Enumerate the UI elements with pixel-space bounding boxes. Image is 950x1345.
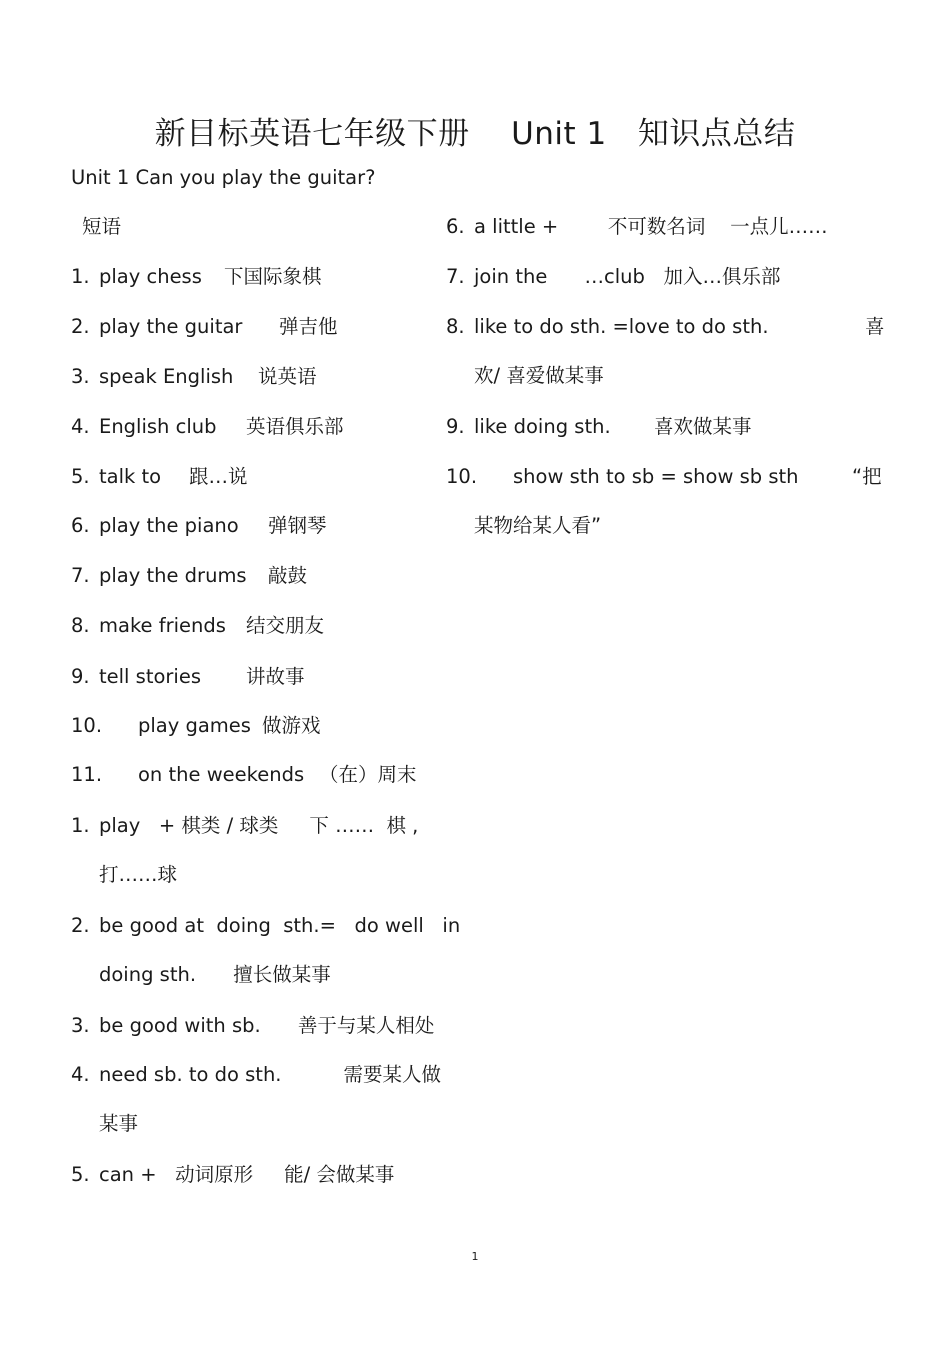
- item-number: 4.: [71, 1063, 90, 1086]
- phrase-english: tell stories: [99, 665, 202, 688]
- item-number: 5.: [71, 465, 90, 488]
- phrase-item: [71, 315, 338, 339]
- phrase-english: English club: [99, 415, 217, 438]
- item-number: 3.: [71, 1014, 90, 1037]
- usage-text: like to do sth. =love to do sth.: [474, 315, 769, 338]
- item-number: 6.: [71, 514, 90, 537]
- usage-continuation: doing sth. 擅长做某事: [99, 963, 331, 986]
- usage-text: be good with sb. 善于与某人相处: [99, 1014, 435, 1037]
- phrase-item: [71, 265, 322, 289]
- usage-continuation: 某物给某人看”: [474, 514, 602, 537]
- phrases-heading: 短语: [82, 215, 122, 238]
- phrase-chinese: （在）周末: [319, 763, 417, 786]
- phrase-chinese: 说英语: [258, 365, 317, 388]
- usage-item: [446, 465, 799, 489]
- item-number: 6.: [446, 215, 465, 238]
- phrase-item: [71, 465, 248, 489]
- usage-text: be good at doing sth.= do well in: [99, 914, 461, 937]
- usage-item: [71, 814, 419, 838]
- usage-continuation: 打……球: [99, 863, 178, 886]
- phrase-english: make friends: [99, 614, 226, 637]
- item-number: 7.: [71, 564, 90, 587]
- phrase-english: talk to: [99, 465, 162, 488]
- item-number: 9.: [71, 665, 90, 688]
- phrase-chinese: 做游戏: [262, 714, 321, 737]
- phrase-item: [71, 415, 344, 439]
- usage-item: [71, 1163, 395, 1187]
- page-number: 1: [471, 1250, 479, 1263]
- usage-text: play + 棋类 / 球类 下 …… 棋 ,: [99, 814, 419, 837]
- usage-continuation: 欢/ 喜爱做某事: [474, 364, 604, 387]
- phrase-item: [71, 514, 327, 538]
- item-number: 3.: [71, 365, 90, 388]
- phrase-chinese: 弹钢琴: [268, 514, 327, 537]
- item-number: 7.: [446, 265, 465, 288]
- phrase-item: [71, 665, 305, 689]
- usage-text: a little + 不可数名词 一点儿……: [474, 215, 828, 238]
- usage-item: [71, 1063, 441, 1087]
- phrase-english: on the weekends: [138, 763, 305, 786]
- usage-item: [71, 914, 461, 938]
- usage-text: show sth to sb = show sb sth: [513, 465, 799, 488]
- item-number: 8.: [446, 315, 465, 338]
- document-title: 新目标英语七年级下册 Unit 1 知识点总结: [154, 116, 796, 152]
- phrase-english: play the guitar: [99, 315, 243, 338]
- item-number: 8.: [71, 614, 90, 637]
- usage-text: like doing sth. 喜欢做某事: [474, 415, 752, 438]
- item-number: 5.: [71, 1163, 90, 1186]
- phrase-item: [71, 365, 317, 389]
- item-number: 1.: [71, 814, 90, 837]
- phrase-english: play games: [138, 714, 251, 737]
- item-number: 10.: [446, 465, 478, 488]
- phrase-chinese: 弹吉他: [279, 315, 338, 338]
- usage-text: need sb. to do sth. 需要某人做: [99, 1063, 441, 1086]
- phrase-chinese: 跟…说: [189, 465, 248, 488]
- item-number: 9.: [446, 415, 465, 438]
- usage-item: [446, 315, 769, 339]
- usage-item: [446, 215, 828, 239]
- usage-line-tail: 喜: [865, 315, 885, 338]
- unit-subtitle: Unit 1 Can you play the guitar?: [71, 166, 376, 189]
- phrase-english: play chess: [99, 265, 202, 288]
- item-number: 2.: [71, 315, 90, 338]
- phrase-chinese: 讲故事: [246, 665, 305, 688]
- phrase-english: play the drums: [99, 564, 247, 587]
- usage-item: [446, 265, 781, 289]
- phrase-item: [71, 564, 308, 588]
- phrase-chinese: 下国际象棋: [224, 265, 322, 288]
- phrase-chinese: 敲鼓: [268, 564, 308, 587]
- usage-text: join the …club 加入…俱乐部: [474, 265, 781, 288]
- phrase-english: speak English: [99, 365, 234, 388]
- phrase-item: [71, 714, 321, 738]
- item-number: 4.: [71, 415, 90, 438]
- phrase-english: play the piano: [99, 514, 239, 537]
- phrase-item: [71, 763, 417, 787]
- item-number: 10.: [71, 714, 103, 737]
- phrase-item: [71, 614, 325, 638]
- phrase-chinese: 结交朋友: [246, 614, 325, 637]
- usage-item: [446, 415, 752, 439]
- item-number: 2.: [71, 914, 90, 937]
- item-number: 1.: [71, 265, 90, 288]
- usage-item: [71, 1014, 435, 1038]
- item-number: 11.: [71, 763, 103, 786]
- usage-line-tail: “把: [852, 465, 882, 488]
- usage-continuation: 某事: [99, 1112, 139, 1135]
- phrase-chinese: 英语俱乐部: [246, 415, 344, 438]
- usage-text: can + 动词原形 能/ 会做某事: [99, 1163, 395, 1186]
